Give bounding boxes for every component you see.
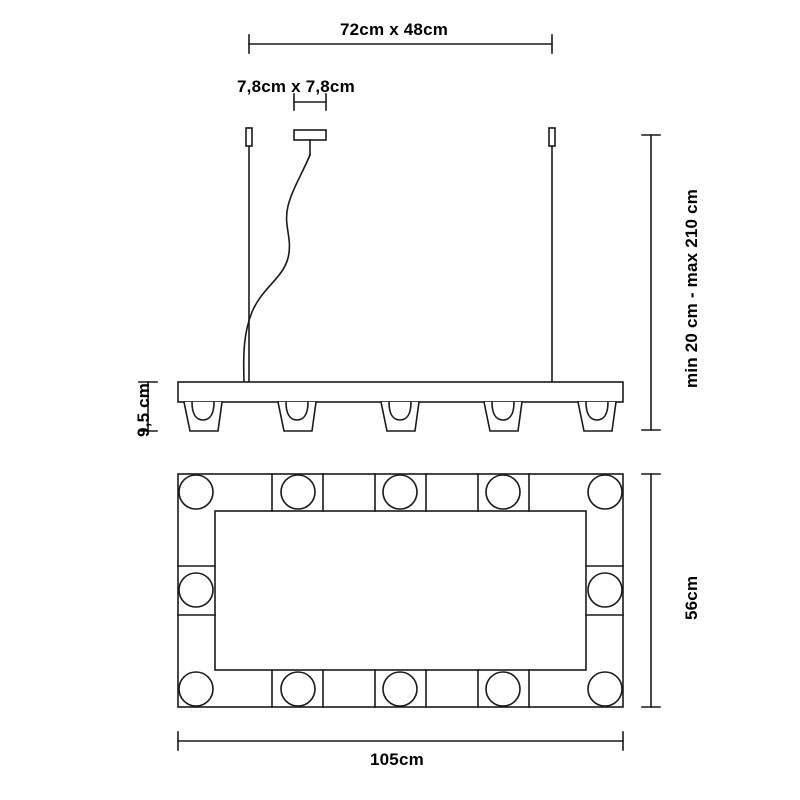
body-depth-label: 9,5 cm [134,382,153,437]
front-elevation-view [178,128,623,431]
plan-width-dimension [178,732,623,750]
canopy-size-label: 7,8cm x 7,8cm [237,77,355,96]
top-width-label: 72cm x 48cm [340,20,449,39]
plan-depth-label: 56cm [682,575,701,620]
drop-range-label: min 20 cm - max 210 cm [682,188,701,388]
drop-range-dimension [642,135,660,430]
lamp-cone-group [184,402,616,431]
plan-depth-dimension [642,474,660,707]
plan-view [178,474,623,707]
plan-width-label: 105cm [370,750,424,769]
